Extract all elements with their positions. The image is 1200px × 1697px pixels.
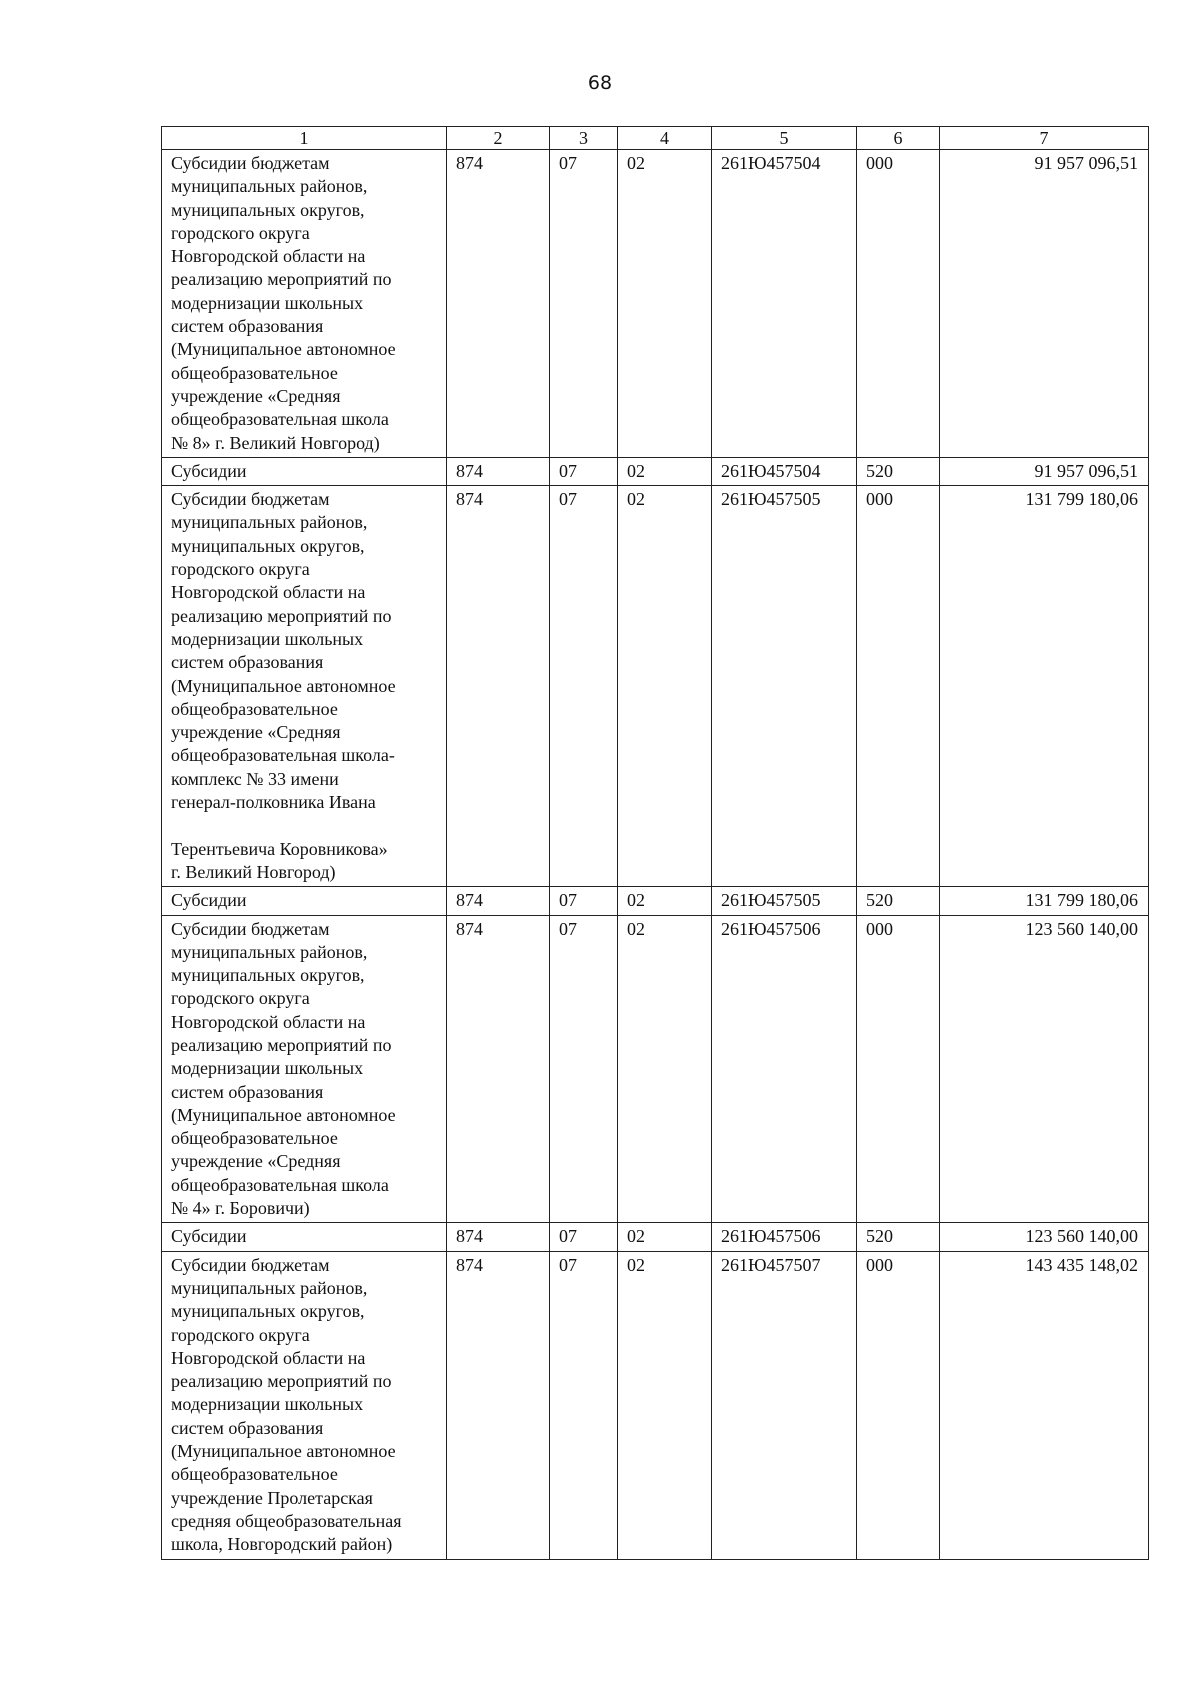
expense-type-cell: 000: [857, 1251, 940, 1559]
section-cell: 07: [550, 457, 618, 485]
ministry-code-cell: 874: [447, 1223, 550, 1251]
target-article-cell: 261Ю457505: [712, 887, 857, 915]
expense-type-cell: 520: [857, 887, 940, 915]
subsection-cell: 02: [618, 150, 712, 458]
target-article-cell: 261Ю457504: [712, 150, 857, 458]
target-article-cell: 261Ю457506: [712, 915, 857, 1223]
ministry-code-cell: 874: [447, 887, 550, 915]
header-row: [162, 127, 1149, 150]
subsection-cell: 02: [618, 486, 712, 887]
section-cell: 07: [550, 887, 618, 915]
item-name-cell: Субсидии: [162, 457, 447, 485]
ministry-code-cell: 874: [447, 486, 550, 887]
section-cell: 07: [550, 915, 618, 1223]
ministry-code-cell: 874: [447, 150, 550, 458]
amount-cell: 91 957 096,51: [940, 150, 1149, 458]
target-article-cell: 261Ю457505: [712, 486, 857, 887]
item-name-cell: Субсидии бюджетам муниципальных районов, муниципальных округов, городского округа Новгородской области на реализацию мероприятий по модернизации школьных систем образования (Муниципальное автономное общеобразовательное учреждение «Средняя общеобразовательная школа № 4» г. Боровичи): [162, 915, 447, 1223]
item-name-cell: Субсидии бюджетам муниципальных районов, муниципальных округов, городского округа Новгородской области на реализацию мероприятий по модернизации школьных систем образования (Муниципальное автономное общеобразовательное учреждение Пролетарская средняя общеобразовательная школа, Новгородский район): [162, 1251, 447, 1559]
expense-type-cell: 520: [857, 1223, 940, 1251]
amount-cell: 143 435 148,02: [940, 1251, 1149, 1559]
table-row: [162, 915, 1149, 1223]
column-header: 6: [857, 127, 940, 150]
item-name-cell: Субсидии бюджетам муниципальных районов, муниципальных округов, городского округа Новгородской области на реализацию мероприятий по модернизации школьных систем образования (Муниципальное автономное общеобразовательное учреждение «Средняя общеобразовательная школа- комплекс № 33 имени генерал-полковника Ивана Терентьевича Коровникова» г. Великий Новгород): [162, 486, 447, 887]
expense-type-cell: 000: [857, 486, 940, 887]
target-article-cell: 261Ю457504: [712, 457, 857, 485]
section-cell: 07: [550, 486, 618, 887]
subsection-cell: 02: [618, 887, 712, 915]
table-row: [162, 486, 1149, 887]
page-number: 68: [587, 72, 613, 94]
subsection-cell: 02: [618, 1223, 712, 1251]
amount-cell: 131 799 180,06: [940, 887, 1149, 915]
column-header: 1: [162, 127, 447, 150]
section-cell: 07: [550, 150, 618, 458]
budget-table: [161, 126, 1149, 1560]
expense-type-cell: 000: [857, 915, 940, 1223]
table-row: [162, 887, 1149, 915]
subsection-cell: 02: [618, 1251, 712, 1559]
item-name-cell: Субсидии: [162, 887, 447, 915]
target-article-cell: 261Ю457506: [712, 1223, 857, 1251]
column-header: 2: [447, 127, 550, 150]
column-header: 7: [940, 127, 1149, 150]
table-row: [162, 150, 1149, 458]
column-header: 5: [712, 127, 857, 150]
expense-type-cell: 000: [857, 150, 940, 458]
ministry-code-cell: 874: [447, 1251, 550, 1559]
section-cell: 07: [550, 1251, 618, 1559]
amount-cell: 131 799 180,06: [940, 486, 1149, 887]
item-name-cell: Субсидии: [162, 1223, 447, 1251]
table-row: [162, 1251, 1149, 1559]
table-row: [162, 457, 1149, 485]
amount-cell: 123 560 140,00: [940, 915, 1149, 1223]
ministry-code-cell: 874: [447, 915, 550, 1223]
amount-cell: 91 957 096,51: [940, 457, 1149, 485]
subsection-cell: 02: [618, 915, 712, 1223]
section-cell: 07: [550, 1223, 618, 1251]
column-header: 4: [618, 127, 712, 150]
table-row: [162, 1223, 1149, 1251]
target-article-cell: 261Ю457507: [712, 1251, 857, 1559]
item-name-cell: Субсидии бюджетам муниципальных районов, муниципальных округов, городского округа Новгородской области на реализацию мероприятий по модернизации школьных систем образования (Муниципальное автономное общеобразовательное учреждение «Средняя общеобразовательная школа № 8» г. Великий Новгород): [162, 150, 447, 458]
amount-cell: 123 560 140,00: [940, 1223, 1149, 1251]
subsection-cell: 02: [618, 457, 712, 485]
expense-type-cell: 520: [857, 457, 940, 485]
ministry-code-cell: 874: [447, 457, 550, 485]
column-header: 3: [550, 127, 618, 150]
